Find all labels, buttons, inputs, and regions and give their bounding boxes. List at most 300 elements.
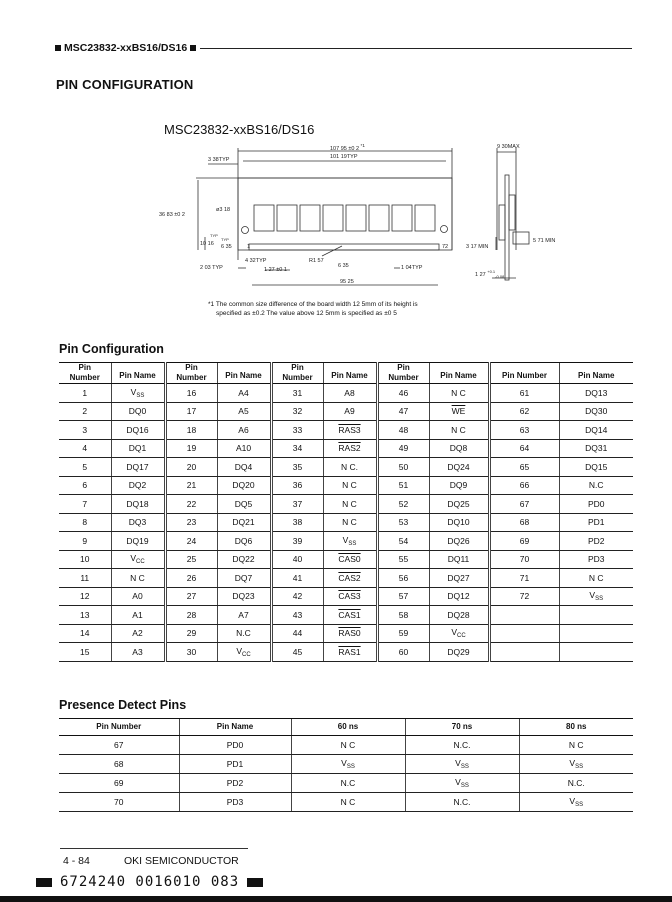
pin-name-cell [111,643,165,662]
pin-number-cell: 52 [377,495,429,514]
pin-number-cell: 34 [271,439,323,458]
pin-name-text: DQ23 [232,591,255,602]
pin-name-cell [217,569,271,588]
cell-text: N C [340,797,356,807]
col-header-pin-number: Pin Number [165,363,217,384]
pin-name-text: $\overline{WE}$ [451,406,466,417]
table-row [59,532,633,551]
table-row [59,774,633,793]
pin-name-cell [559,643,633,662]
pin-name-cell [111,569,165,588]
presence-cell [405,736,519,755]
pin-name-text: CAS3 [338,591,361,602]
cell-subscript: SS [575,802,584,808]
pin-number-cell: 12 [59,587,111,606]
pin-number-cell: 18 [165,421,217,440]
dim-3-17-min: 3 17 MIN [466,244,489,250]
pin-number-cell: 36 [271,476,323,495]
pin-name-cell [559,569,633,588]
pin-name-text: N C [451,424,466,435]
table-row [59,458,633,477]
pin-number-cell: 69 [489,532,559,551]
pin-name-cell [217,458,271,477]
pin-name-cell [559,458,633,477]
dim-5-71-min: 5 71 MIN [533,238,556,244]
cell-text: N C [340,740,356,750]
pin-name-cell [217,606,271,625]
col-header-pin-number: Pin Number [489,363,559,384]
dim-6-35: 6 35 [221,244,232,250]
pin-name-cell [429,476,489,495]
cell-subscript: SS [575,764,584,770]
pin-name-cell [429,606,489,625]
table-row [59,513,633,532]
pin-number-cell: 23 [165,513,217,532]
bottom-scan-bar [0,896,672,902]
presence-cell [519,793,633,812]
col-header: Pin Number [59,719,179,736]
pin-number-cell: 39 [271,532,323,551]
pin-name-text: DQ0 [128,406,147,417]
pin-name-text: DQ25 [447,498,470,509]
dim-pitch-127: 1 27 ±0 1 [264,267,287,273]
table-row [59,439,633,458]
pin-number-cell: 19 [165,439,217,458]
col-header-pin-number: Pin Number [377,363,429,384]
pin-name-text: DQ17 [126,461,149,472]
table-header-row [59,719,633,736]
cell-text: N.C. [453,740,471,750]
pin-number-cell: 16 [165,384,217,403]
pin-number-cell: 8 [59,513,111,532]
col-header: Pin Name [179,719,291,736]
pin-name-cell [323,458,377,477]
cell-text: 70 [114,797,124,807]
pin-name-text: DQ21 [232,517,255,528]
pin-name-cell [217,532,271,551]
pin-name-cell [323,550,377,569]
pin-name-text: DQ12 [447,591,470,602]
pin-name-cell [111,476,165,495]
presence-cell [519,755,633,774]
pin-number-cell: 59 [377,624,429,643]
cell-text: N C [568,740,584,750]
pin-name-cell [111,421,165,440]
pin-number-cell: 63 [489,421,559,440]
pin-name-text: DQ14 [585,424,608,435]
pin-name-text: A1 [132,609,143,620]
pin-name-text: RAS3 [338,424,361,435]
pin-name-text: RAS2 [338,443,361,454]
pin-number-cell: 48 [377,421,429,440]
table-row [59,755,633,774]
cell-text: PD3 [226,797,244,807]
pin-number-cell: 70 [489,550,559,569]
pin-name-cell [217,384,271,403]
col-header: 70 ns [405,719,519,736]
pin-name-text: DQ9 [449,480,468,491]
pin-name-cell [323,384,377,403]
pin-number-cell: 54 [377,532,429,551]
presence-cell [291,774,405,793]
pin-name-text: A9 [344,406,355,417]
presence-cell [291,755,405,774]
pin-name-cell [429,569,489,588]
pin-name-text: DQ18 [126,498,149,509]
pin-name-cell [323,495,377,514]
pin-name-cell [429,384,489,403]
presence-cell [59,755,179,774]
header-part-number: MSC23832-xxBS16/DS16 [64,42,188,54]
table-row [59,495,633,514]
dim-inner-width: 101 19TYP [330,154,358,160]
pin-number-cell: 58 [377,606,429,625]
table-row [59,587,633,606]
pin-number-cell: 1 [59,384,111,403]
pin-name-cell [217,402,271,421]
pin-name-cell [559,587,633,606]
pin-number-cell: 5 [59,458,111,477]
pin-name-text: DQ15 [585,461,608,472]
cell-text: PD0 [226,740,244,750]
pin-number-cell: 51 [377,476,429,495]
pin-name-text: A10 [235,443,252,454]
col-header-pin-name: Pin Name [323,363,377,384]
company-name: OKI SEMICONDUCTOR [124,855,239,867]
col-header: 80 ns [519,719,633,736]
pin-name-cell [559,532,633,551]
pin-name-cell [429,421,489,440]
presence-cell [519,736,633,755]
dim-notch: 6 35 [338,263,349,269]
presence-cell [179,755,291,774]
pin-number-cell: 47 [377,402,429,421]
pin-name-text: V [451,627,457,638]
pin-number-cell: 61 [489,384,559,403]
presence-cell [179,736,291,755]
pin-name-text: DQ31 [585,443,608,454]
pin-number-cell: 67 [489,495,559,514]
pin-name-subscript: SS [136,392,145,399]
pin-name-cell [323,513,377,532]
pin1-label: 1 [247,244,251,250]
pin-number-cell: 29 [165,624,217,643]
dim-left-offset: 3 38TYP [208,157,230,163]
pin-name-cell [111,550,165,569]
pin-number-cell: 71 [489,569,559,588]
pin-number-cell: 26 [165,569,217,588]
pin-name-text: DQ20 [232,480,255,491]
pin-number-cell: 11 [59,569,111,588]
pin-number-cell: 6 [59,476,111,495]
pin-config-title: Pin Configuration [59,342,164,356]
pin-name-cell [323,421,377,440]
pin-name-subscript: CC [136,559,145,566]
pin-name-cell [111,624,165,643]
pin-number-cell: 27 [165,587,217,606]
pin-name-text: DQ8 [449,443,468,454]
cell-subscript: SS [460,764,469,770]
cell-text: V [455,777,461,787]
col-header-pin-name: Pin Name [111,363,165,384]
pin-number-cell [489,643,559,662]
pin-name-cell [323,569,377,588]
pin-name-text: DQ28 [447,609,470,620]
pin-number-cell: 44 [271,624,323,643]
pin-name-text: N C [130,572,145,583]
pin-name-text: A0 [132,591,143,602]
pin-number-cell [489,606,559,625]
pin-name-text: N C [342,517,357,528]
pin-name-cell [111,495,165,514]
pin-name-text: A2 [132,628,143,639]
pin-name-text: DQ27 [447,572,470,583]
pin-name-cell [217,421,271,440]
pin-name-text: DQ24 [447,461,470,472]
pin-number-cell: 42 [271,587,323,606]
pin-name-text: N.C [588,480,604,491]
pin-name-text: A3 [132,646,143,657]
presence-cell [405,774,519,793]
pin-name-text: CAS1 [338,609,361,620]
diagram-title: MSC23832-xxBS16/DS16 [164,122,315,137]
dim-thickness: 1 27 $^{+0.1}_{-0.08}$ [475,269,505,279]
pin-number-cell: 57 [377,587,429,606]
pin-number-cell: 25 [165,550,217,569]
pin-name-cell [429,495,489,514]
pin-number-cell: 28 [165,606,217,625]
pin-name-cell [323,532,377,551]
cell-text: N.C [340,778,356,788]
pin-name-cell [559,384,633,403]
pin-name-cell [111,458,165,477]
pin-number-cell: 33 [271,421,323,440]
pin-name-text: PD1 [587,517,605,528]
presence-cell [519,774,633,793]
pin-number-cell: 2 [59,402,111,421]
pin-name-cell [111,606,165,625]
dim-typ: TYP [210,233,218,238]
pin-name-cell [111,513,165,532]
pin-name-cell [323,606,377,625]
footnote-line-1: *1 The common size difference of the board width 12 5mm of its height is [208,301,418,308]
pin-name-cell [217,550,271,569]
pin-name-cell [323,476,377,495]
dim-10-16: 10 16 [200,241,214,247]
pin-name-text: DQ26 [447,535,470,546]
pin-name-text: N C [451,387,466,398]
pin-number-cell: 20 [165,458,217,477]
pin-number-cell: 3 [59,421,111,440]
pin-name-subscript: SS [595,596,604,603]
pin-number-cell: 35 [271,458,323,477]
pin-number-cell: 30 [165,643,217,662]
pin-name-cell [429,532,489,551]
pin-number-cell: 45 [271,643,323,662]
cell-text: 67 [114,740,124,750]
pin-name-text: DQ29 [447,646,470,657]
pin-number-cell: 56 [377,569,429,588]
pin-name-text: DQ5 [234,498,253,509]
cell-text: N.C. [567,778,585,788]
table-header-row [59,363,633,384]
barcode-line [28,874,271,890]
presence-cell [59,736,179,755]
pin-number-cell: 14 [59,624,111,643]
cell-text: PD2 [226,778,244,788]
pin-name-cell [559,513,633,532]
table-row [59,736,633,755]
pin-name-text: V [236,645,242,656]
footnote-line-2: specified as ±0.2 The value above 12 5mm is specified as ±0 5 [216,310,397,317]
col-header-pin-number: Pin Number [59,363,111,384]
pin-name-text: V [589,590,596,601]
pin-number-cell: 66 [489,476,559,495]
barcode-block-icon [247,878,263,887]
pin-number-cell: 50 [377,458,429,477]
pin-number-cell: 40 [271,550,323,569]
pin-number-cell: 41 [271,569,323,588]
pin-name-text: N C [342,498,357,509]
pin-name-text: A8 [344,387,355,398]
pin-name-cell [111,402,165,421]
pin-number-cell: 60 [377,643,429,662]
cell-subscript: SS [460,783,469,789]
pin-number-cell: 13 [59,606,111,625]
pin-name-cell [111,384,165,403]
cell-text: PD1 [226,759,244,769]
table-row [59,550,633,569]
col-header-pin-name: Pin Name [429,363,489,384]
pin-name-text: DQ6 [234,535,253,546]
pin-name-text: V [342,534,349,545]
pin-name-cell [429,587,489,606]
pin-number-cell: 21 [165,476,217,495]
pin-name-subscript: CC [242,651,251,658]
pin-name-text: RAS0 [338,628,361,639]
module-drawing [0,0,672,300]
pin-number-cell [489,624,559,643]
pin-name-text: DQ4 [234,461,253,472]
pin-number-cell: 64 [489,439,559,458]
pin-number-cell: 43 [271,606,323,625]
dim-hole: ø3 18 [216,207,231,213]
pin-number-cell: 65 [489,458,559,477]
cell-text: V [569,758,576,768]
pin-number-cell: 4 [59,439,111,458]
dim-key: 4 32TYP [245,258,267,264]
pin-name-text: DQ3 [128,517,147,528]
table-row [59,569,633,588]
pin-name-text: PD2 [587,535,605,546]
pin-name-text: DQ2 [128,480,147,491]
pin-name-cell [323,643,377,662]
pin-number-cell: 53 [377,513,429,532]
pin-number-cell: 17 [165,402,217,421]
dim-overall-width: 107 95 ±0 2 $^{*1}$ [330,143,365,152]
col-header-pin-name: Pin Name [559,363,633,384]
pin-name-text: N C [588,572,604,583]
pin-name-cell [429,439,489,458]
pin-number-cell: 62 [489,402,559,421]
table-row [59,402,633,421]
pin-name-cell [559,495,633,514]
pin-number-cell: 15 [59,643,111,662]
pin-name-text: CAS2 [338,572,361,583]
dim-pad: 1 04TYP [401,265,423,271]
pin-name-text: DQ22 [232,554,255,565]
pin-number-cell: 55 [377,550,429,569]
pin-name-text: N C. [341,461,358,472]
pin-name-cell [217,439,271,458]
presence-cell [405,755,519,774]
pin-name-cell [559,476,633,495]
pin-name-cell [429,643,489,662]
pin-number-cell: 46 [377,384,429,403]
presence-cell [179,774,291,793]
pin-name-cell [217,624,271,643]
footer-rule [60,848,248,849]
pin-number-cell: 7 [59,495,111,514]
pin-number-cell: 24 [165,532,217,551]
cell-text: N.C. [453,797,471,807]
diagram-footnote [208,300,418,318]
col-header: 60 ns [291,719,405,736]
presence-detect-table [59,718,633,812]
pin-name-text: DQ11 [447,554,470,565]
dim-length: 95 25 [340,279,354,285]
presence-cell [291,793,405,812]
dim-typ: TYP [221,237,229,242]
pin-name-text: V [130,386,137,397]
cell-text: V [341,758,347,768]
pin-name-cell [323,624,377,643]
pin-name-cell [217,643,271,662]
table-row [59,476,633,495]
pin-name-text: A6 [238,424,249,435]
barcode-text: 6724240 0016010 083 [60,874,240,890]
pin-name-text: DQ30 [585,406,608,417]
pin-name-cell [217,513,271,532]
pin-name-cell [111,439,165,458]
pin-name-text: DQ7 [234,572,253,583]
pin-name-text: PD0 [587,498,605,509]
pin-name-cell [217,587,271,606]
pin-name-cell [559,624,633,643]
presence-cell [59,774,179,793]
table-row [59,643,633,662]
pin-name-text: RAS1 [338,646,361,657]
pin-number-cell: 10 [59,550,111,569]
presence-cell [179,793,291,812]
table-row [59,421,633,440]
barcode-block-icon [36,878,52,887]
pin-name-cell [111,532,165,551]
pin-name-text: N.C [236,628,251,639]
pin-name-cell [429,513,489,532]
col-header-pin-name: Pin Name [217,363,271,384]
pin-number-cell: 38 [271,513,323,532]
page-number: 4 - 84 [63,855,90,867]
table-row [59,384,633,403]
pin72-label: 72 [442,244,449,250]
pin-number-cell: 9 [59,532,111,551]
pin-number-cell: 31 [271,384,323,403]
pin-name-cell [217,476,271,495]
pin-name-cell [323,402,377,421]
pin-name-cell [323,439,377,458]
pin-name-cell [429,402,489,421]
